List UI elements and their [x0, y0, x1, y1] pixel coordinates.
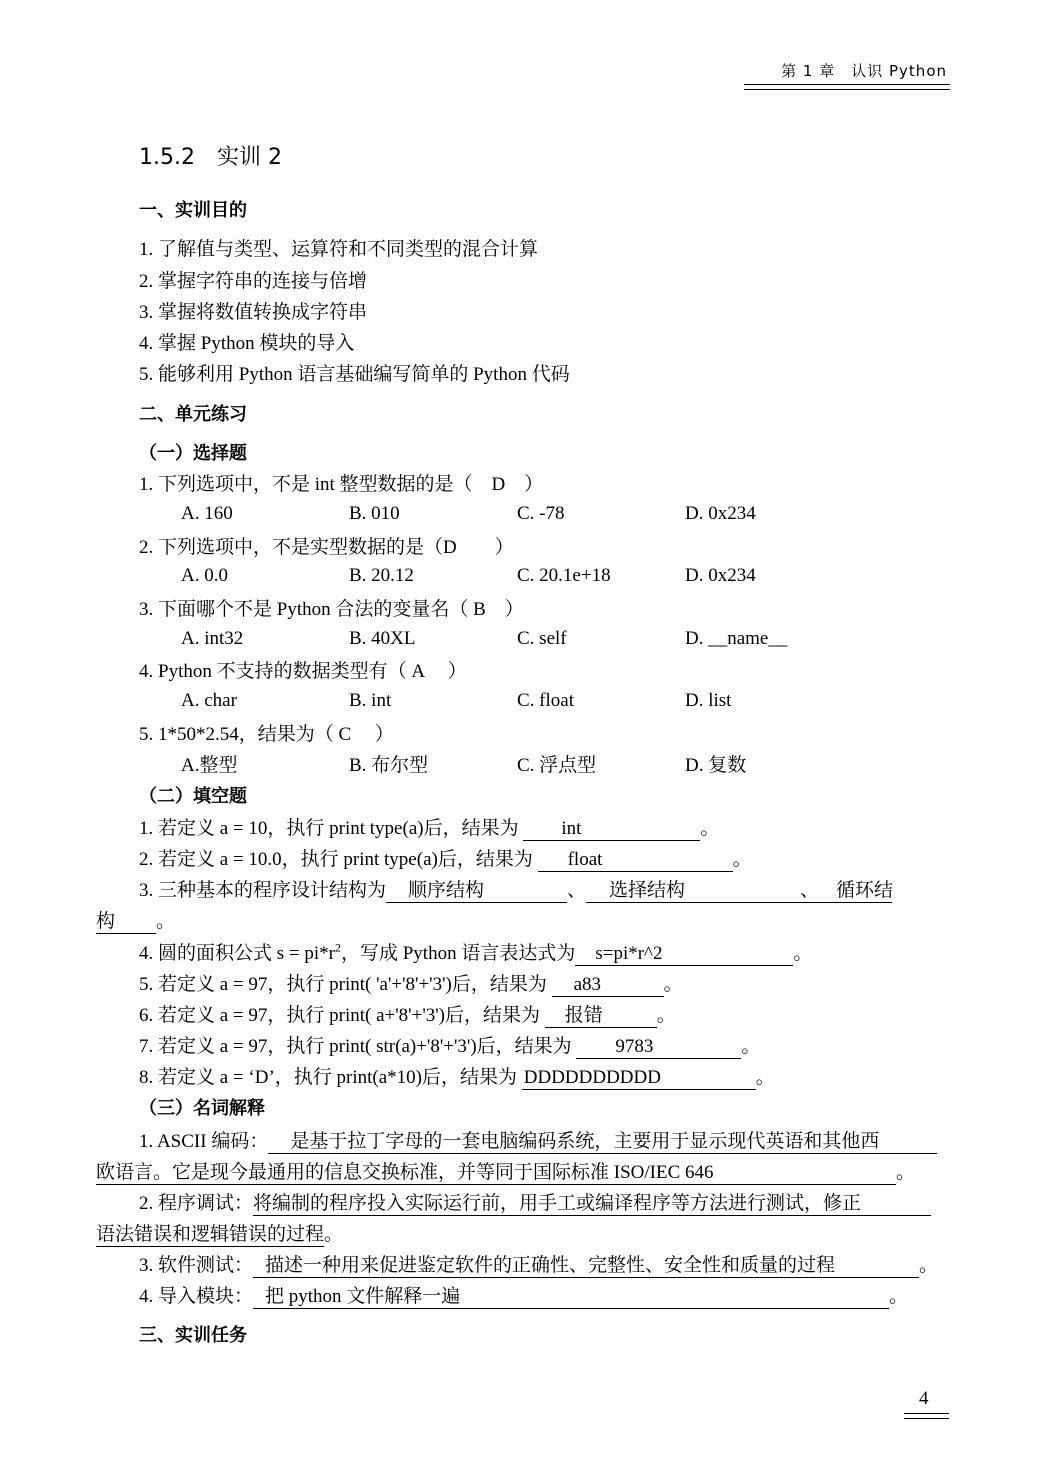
option: B. int: [349, 690, 392, 711]
answer-blank: 将编制的程序投入实际运行前，用手工或编译程序等方法进行测试，修正: [253, 1193, 931, 1216]
fill-question: 3. 三种基本的程序设计结构为 顺序结构 、 选择结构 、 循环结: [139, 880, 894, 901]
option: A. 160: [181, 503, 233, 524]
heading-tasks: 三、实训任务: [139, 1325, 247, 1346]
page-number: 4: [919, 1388, 929, 1409]
answer-blank: 报错: [545, 1005, 657, 1028]
term-definition-continued: 语法错误和逻辑错误的过程。: [96, 1224, 344, 1245]
heading-purpose: 一、实训目的: [139, 200, 247, 221]
option: B. 20.12: [349, 565, 414, 586]
answer-blank: int: [523, 818, 700, 841]
heading-fill: （二）填空题: [139, 786, 247, 807]
question-stem: 3. 下面哪个不是 Python 合法的变量名（ B ）: [139, 599, 524, 620]
list-item: 5. 能够利用 Python 语言基础编写简单的 Python 代码: [139, 364, 570, 385]
answer-blank: 9783: [576, 1036, 741, 1059]
fill-question: 6. 若定义 a = 97，执行 print( a+'8'+'3')后，结果为 报错 。: [139, 1005, 676, 1026]
heading-terms: （三）名词解释: [139, 1098, 265, 1119]
answer-blank: 顺序结构: [386, 880, 567, 903]
heading-exercises: 二、单元练习: [139, 404, 247, 425]
fill-question: 4. 圆的面积公式 $s = pi*r^2$，写成 Python 语言表达式为 s=pi*r^2 。: [139, 940, 813, 964]
option: D. 0x234: [685, 503, 756, 524]
answer-blank: float: [538, 849, 733, 872]
answer-blank: 欧语言。它是现今最通用的信息交换标准，并等同于国际标准 ISO/IEC 646: [96, 1162, 896, 1185]
footer-rule: [904, 1413, 949, 1414]
question-stem: 2. 下列选项中，不是实型数据的是（D ）: [139, 537, 514, 558]
option: A. int32: [181, 628, 244, 649]
answer-blank: 是基于拉丁字母的一套电脑编码系统，主要用于显示现代英语和其他西: [268, 1131, 937, 1154]
heading-choice: （一）选择题: [139, 443, 247, 464]
list-item: 2. 掌握字符串的连接与倍增: [139, 271, 368, 292]
chapter-header: 第 1 章 认识 Python: [781, 62, 947, 80]
answer-blank: 循环结: [822, 880, 892, 903]
option: C. 浮点型: [517, 755, 597, 776]
option: D. 0x234: [685, 565, 756, 586]
answer-blank: DDDDDDDDDD: [522, 1067, 756, 1090]
option: C. self: [517, 628, 567, 649]
fill-question: 5. 若定义 a = 97，执行 print( 'a'+'8'+'3')后，结果为 a83 。: [139, 974, 683, 995]
option: A. char: [181, 690, 237, 711]
fill-question: 2. 若定义 a = 10.0，执行 print type(a)后，结果为 float 。: [139, 849, 752, 870]
answer-blank: 构: [96, 911, 156, 934]
question-stem: 4. Python 不支持的数据类型有（ A ）: [139, 661, 467, 682]
header-rule: [744, 84, 950, 85]
answer-blank-sep: 、: [800, 880, 822, 903]
section-title: 1.5.2 实训 2: [139, 145, 282, 170]
option: B. 40XL: [349, 628, 416, 649]
list-item: 4. 掌握 Python 模块的导入: [139, 333, 355, 354]
answer-blank: 语法错误和逻辑错误的过程: [96, 1224, 325, 1245]
term-definition: 3. 软件测试： 描述一种用来促进鉴定软件的正确性、完整性、安全性和质量的过程 。: [139, 1255, 939, 1276]
question-stem: 5. 1*50*2.54，结果为（ C ）: [139, 724, 394, 745]
fill-question: 7. 若定义 a = 97，执行 print( str(a)+'8'+'3')后，结果为 9783 。: [139, 1036, 761, 1057]
option: D. list: [685, 690, 732, 711]
fill-question: 1. 若定义 a = 10，执行 print type(a)后，结果为 int 。: [139, 818, 720, 839]
option: B. 布尔型: [349, 755, 429, 776]
term-definition: 1. ASCII 编码： 是基于拉丁字母的一套电脑编码系统，主要用于显示现代英语和其他西: [139, 1126, 937, 1154]
answer-blank: 把 python 文件解释一遍: [253, 1286, 889, 1309]
term-definition: 2. 程序调试：将编制的程序投入实际运行前，用手工或编译程序等方法进行测试，修正: [139, 1188, 931, 1216]
option: D. 复数: [685, 755, 747, 776]
option: C. 20.1e+18: [517, 565, 611, 586]
answer-blank: 选择结构: [586, 880, 800, 903]
header-rule: [744, 89, 950, 90]
option: A.整型: [181, 755, 238, 776]
option: C. float: [517, 690, 574, 711]
option: A. 0.0: [181, 565, 228, 586]
answer-blank: a83: [552, 974, 664, 997]
option: D. __name__: [685, 628, 788, 649]
question-stem: 1. 下列选项中，不是 int 整型数据的是（ D ）: [139, 474, 544, 495]
fill-question: 8. 若定义 a = ‘D’，执行 print(a*10)后，结果为 DDDDDDDDDD 。: [139, 1067, 775, 1088]
term-definition-continued: 欧语言。它是现今最通用的信息交换标准，并等同于国际标准 ISO/IEC 646 。: [96, 1162, 916, 1183]
term-definition: 4. 导入模块： 把 python 文件解释一遍 。: [139, 1286, 909, 1307]
list-item: 1. 了解值与类型、运算符和不同类型的混合计算: [139, 239, 539, 260]
answer-blank: 描述一种用来促进鉴定软件的正确性、完整性、安全性和质量的过程: [253, 1255, 919, 1278]
footer-rule: [904, 1418, 949, 1419]
list-item: 3. 掌握将数值转换成字符串: [139, 302, 368, 323]
option: C. -78: [517, 503, 565, 524]
fill-question-continued: 构 。: [96, 911, 176, 932]
answer-blank: s=pi*r^2: [575, 943, 793, 966]
option: B. 010: [349, 503, 400, 524]
